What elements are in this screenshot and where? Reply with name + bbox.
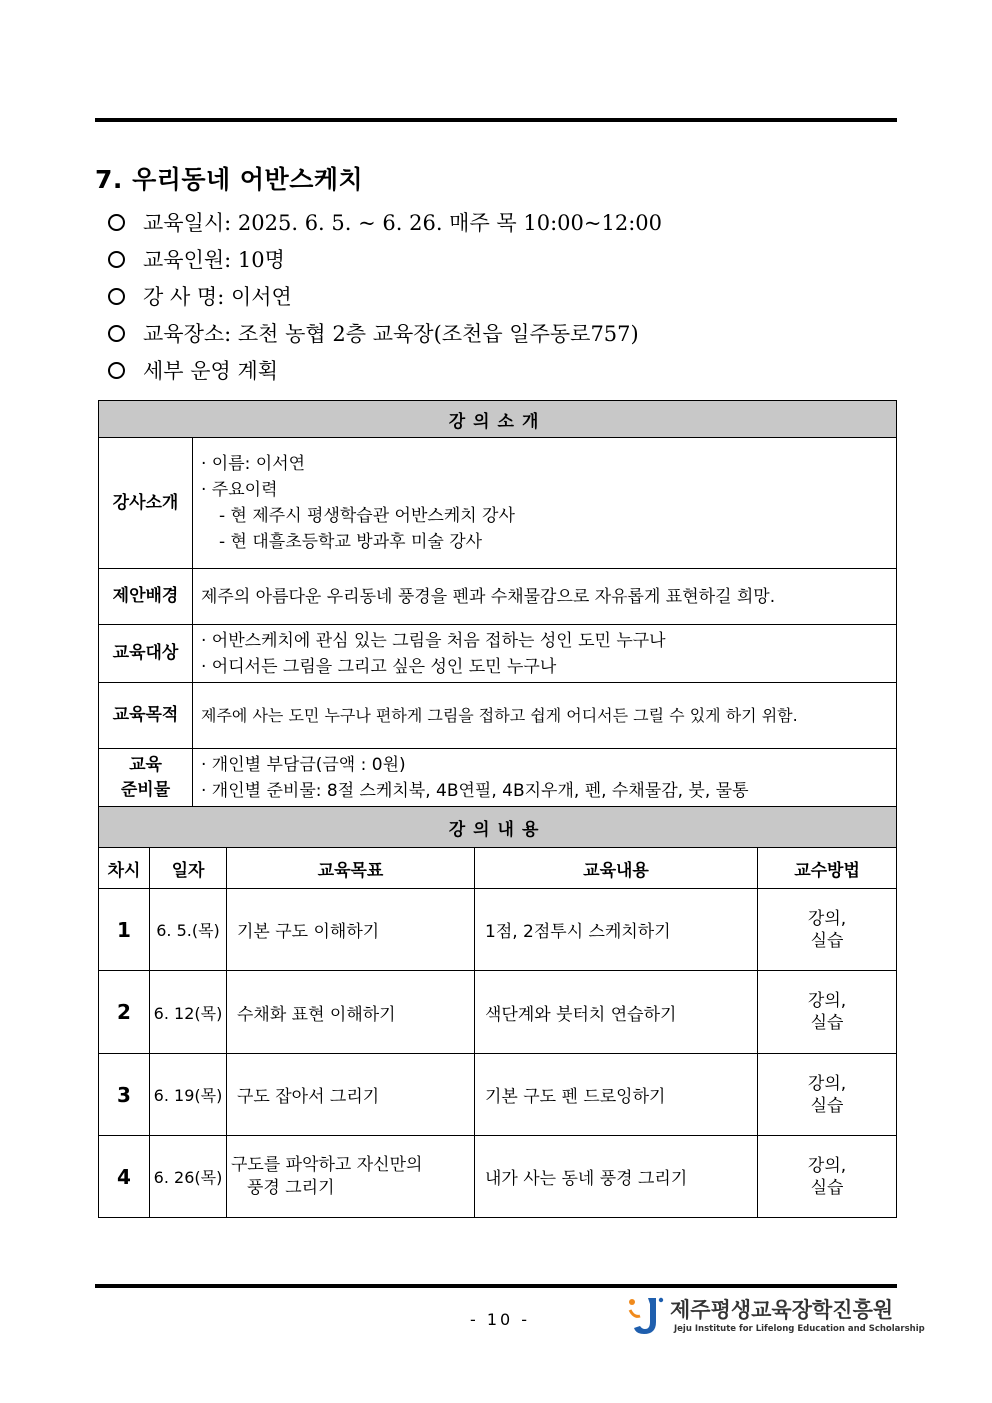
intro-header: 강의소개 <box>99 401 897 438</box>
circle-bullet-icon <box>108 325 125 342</box>
instructor-line: - 현 제주시 평생학습관 어반스케치 강사 <box>219 506 515 526</box>
goal-line: 풍경 그리기 <box>247 1177 335 1198</box>
lecture-method <box>758 1136 897 1218</box>
method-line: 실습 <box>810 1013 844 1033</box>
overview-list <box>106 204 662 389</box>
circle-bullet-icon <box>108 251 125 268</box>
purpose-line: 제주에 사는 도민 누구나 편하게 그림을 접하고 쉽게 어디서든 그릴 수 있게 하기 위함. <box>201 705 798 725</box>
instructor-row <box>99 438 897 569</box>
jeju-logo-icon <box>626 1294 666 1338</box>
method-line: 실습 <box>810 1177 844 1198</box>
target-content <box>193 625 897 683</box>
top-rule <box>95 118 897 122</box>
supplies-content <box>193 749 897 807</box>
instructor-label: 강사소개 <box>99 438 193 569</box>
lecture-row <box>99 889 897 971</box>
supplies-line: · 개인별 부담금(금액 : 0원) <box>201 754 406 775</box>
bottom-rule <box>95 1284 897 1288</box>
section-title: 7. 우리동네 어반스케치 <box>95 165 364 194</box>
supplies-label-line: 교육 <box>129 754 162 775</box>
column-header: 차시 <box>99 848 150 889</box>
lecture-row <box>99 1136 897 1218</box>
method-line: 강의, <box>807 1155 847 1176</box>
lecture-method <box>758 889 897 971</box>
overview-item <box>106 278 662 315</box>
lecture-goal: 수채화 표현 이해하기 <box>227 971 475 1054</box>
overview-text: 교육인원: 10명 <box>143 247 285 272</box>
lecture-number: 3 <box>99 1054 150 1136</box>
target-label: 교육대상 <box>99 625 193 683</box>
instructor-line: - 현 대흘초등학교 방과후 미술 강사 <box>219 532 483 552</box>
column-header: 교육내용 <box>475 848 758 889</box>
method-line: 강의, <box>807 991 847 1011</box>
lecture-method <box>758 1054 897 1136</box>
purpose-row <box>99 683 897 749</box>
background-label: 제안배경 <box>99 569 193 625</box>
lecture-goal <box>227 1136 475 1218</box>
lecture-goal: 구도 잡아서 그리기 <box>227 1054 475 1136</box>
lecture-date: 6. 5.(목) <box>150 889 227 971</box>
supplies-line: · 개인별 준비물: 8절 스케치북, 4B연필, 4B지우개, 펜, 수채물감, 붓, 물통 <box>201 780 749 801</box>
overview-text: 교육장소: 조천 농협 2층 교육장(조천읍 일주동로757) <box>143 321 639 346</box>
column-header: 교육목표 <box>227 848 475 889</box>
lecture-content: 색단계와 붓터치 연습하기 <box>475 971 758 1054</box>
supplies-label-line: 준비물 <box>120 779 171 800</box>
org-name: 제주평생교육장학진흥원 <box>670 1298 894 1322</box>
method-line: 실습 <box>810 1095 844 1116</box>
supplies-label <box>99 749 193 807</box>
column-header: 일자 <box>150 848 227 889</box>
overview-text: 세부 운영 계획 <box>143 358 279 383</box>
lecture-row <box>99 971 897 1054</box>
background-row <box>99 569 897 625</box>
overview-item <box>106 204 662 241</box>
org-logo <box>626 1292 925 1342</box>
column-header-row <box>99 848 897 889</box>
method-line: 강의, <box>807 908 847 929</box>
target-row <box>99 625 897 683</box>
lecture-number: 2 <box>99 971 150 1054</box>
plan-table <box>98 400 897 1218</box>
overview-item <box>106 352 662 389</box>
overview-text: 강 사 명: 이서연 <box>143 284 292 309</box>
lecture-content: 1점, 2점투시 스케치하기 <box>475 889 758 971</box>
instructor-line: · 이름: 이서연 <box>201 454 306 474</box>
org-name-english: Jeju Institute for Lifelong Education and Scholarship <box>674 1324 925 1334</box>
supplies-row <box>99 749 897 807</box>
background-text <box>193 569 897 625</box>
instructor-line: · 주요이력 <box>201 480 278 500</box>
lectures-header-row <box>99 807 897 848</box>
intro-header-row <box>99 401 897 438</box>
instructor-content <box>193 438 897 569</box>
circle-bullet-icon <box>108 288 125 305</box>
page-number: - 10 - <box>470 1310 531 1329</box>
target-line: · 어디서든 그림을 그리고 싶은 성인 도민 누구나 <box>201 656 557 677</box>
target-line: · 어반스케치에 관심 있는 그림을 처음 접하는 성인 도민 누구나 <box>201 630 666 651</box>
method-line: 강의, <box>807 1073 847 1094</box>
goal-line: 구도를 파악하고 자신만의 <box>231 1154 423 1175</box>
column-header: 교수방법 <box>758 848 897 889</box>
overview-text: 교육일시: 2025. 6. 5. ~ 6. 26. 매주 목 10:00~12:00 <box>143 210 663 235</box>
method-line: 실습 <box>810 930 844 951</box>
overview-item <box>106 315 662 352</box>
overview-item <box>106 241 662 278</box>
background-line: 제주의 아름다운 우리동네 풍경을 펜과 수채물감으로 자유롭게 표현하길 희망. <box>201 586 776 607</box>
circle-bullet-icon <box>108 362 125 379</box>
circle-bullet-icon <box>108 214 125 231</box>
lectures-header: 강의내용 <box>99 807 897 848</box>
lecture-number: 1 <box>99 889 150 971</box>
lecture-row <box>99 1054 897 1136</box>
lecture-date: 6. 19(목) <box>150 1054 227 1136</box>
lecture-number: 4 <box>99 1136 150 1218</box>
lecture-method <box>758 971 897 1054</box>
lecture-date: 6. 12(목) <box>150 971 227 1054</box>
lecture-date: 6. 26(목) <box>150 1136 227 1218</box>
lecture-goal: 기본 구도 이해하기 <box>227 889 475 971</box>
lecture-content: 기본 구도 펜 드로잉하기 <box>475 1054 758 1136</box>
purpose-label: 교육목적 <box>99 683 193 749</box>
purpose-text <box>193 683 897 749</box>
lecture-content: 내가 사는 동네 풍경 그리기 <box>475 1136 758 1218</box>
